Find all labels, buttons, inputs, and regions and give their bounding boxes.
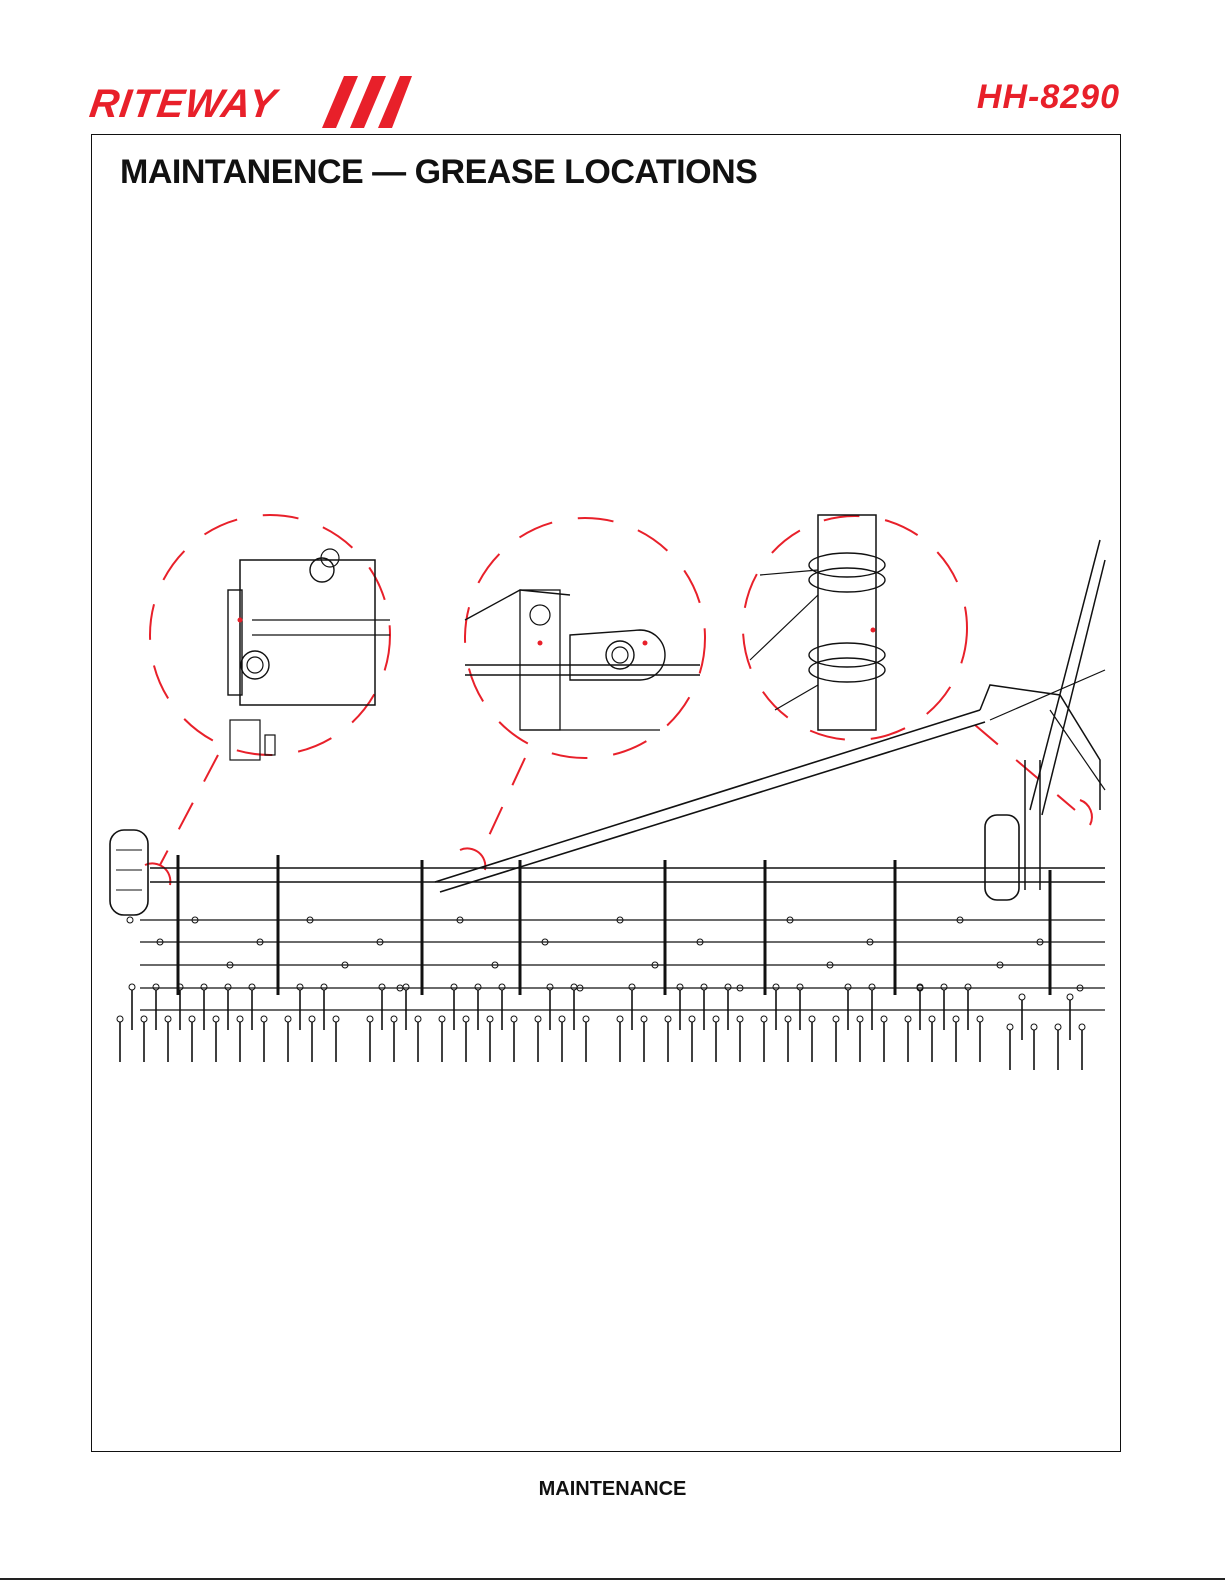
triple-slash-chevron-icon — [322, 72, 412, 128]
detail-view-2 — [465, 518, 705, 758]
detail-view-3 — [743, 515, 967, 740]
detail-view-1 — [150, 515, 390, 760]
page-title: MAINTANENCE — GREASE LOCATIONS — [120, 153, 758, 191]
model-number: HH-8290 — [976, 78, 1120, 116]
grease-locations-diagram — [100, 510, 1110, 1080]
page-footer: MAINTENANCE — [538, 1478, 687, 1500]
bottom-rule — [0, 1578, 1225, 1580]
brand-name: RITEWAY — [86, 82, 280, 126]
riteway-logo — [86, 72, 420, 130]
